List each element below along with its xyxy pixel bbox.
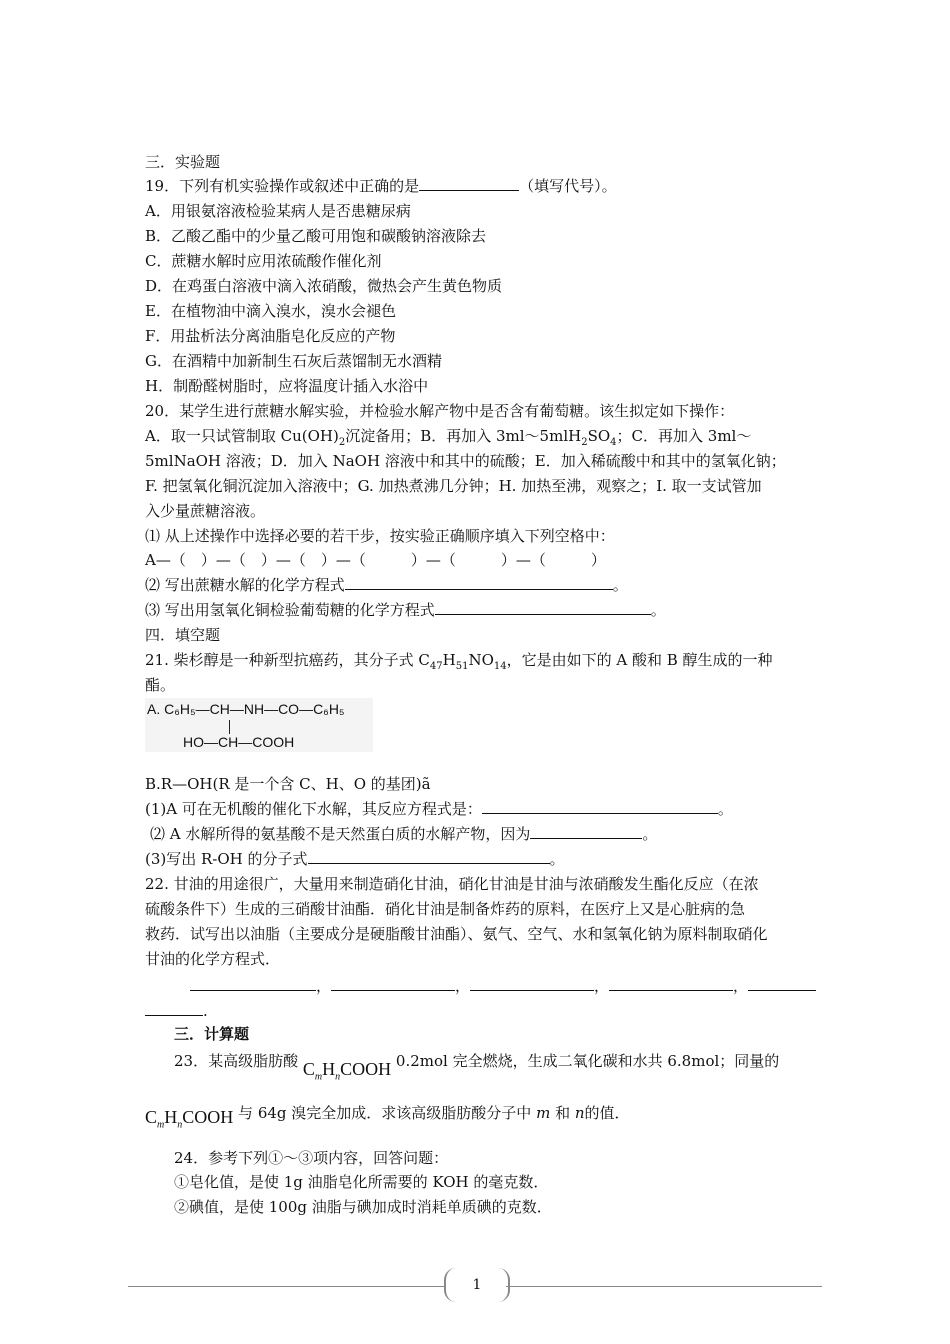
q22-answer-blanks — [190, 974, 816, 998]
q21-line-1c: NO — [468, 651, 494, 669]
q20-line-1: 20．某学生进行蔗糖水解实验，并检验水解产物中是否含有葡萄糖。该生拟定如下操作： — [145, 402, 735, 420]
q23-var-n: n — [574, 1104, 585, 1122]
q20-line-2c: SO — [587, 427, 611, 445]
q24-line-1: 24．参考下列①～③项内容，回答问题： — [174, 1149, 449, 1167]
q20-sub-3-blank — [435, 599, 651, 615]
q20-line-4: F. 把氢氧化铜沉淀加入溶液中；G. 加热煮沸几分钟；H. 加热至沸，观察之；I. 取一支试管加 — [145, 477, 762, 495]
q22-dot: . — [203, 1002, 208, 1020]
q19-option-f: F．用盐析法分离油脂皂化反应的产物 — [145, 327, 396, 345]
question-19 — [145, 174, 617, 198]
q21-line-1a: 21. 柴杉醇是一种新型抗癌药，其分子式 C — [145, 651, 430, 669]
q21-p1 — [145, 797, 733, 821]
q20-line-3: 5mlNaOH 溶液；D．加入 NaOH 溶液中和其中的硫酸；E．加入稀硫酸中和其中的氢氧化钠； — [145, 452, 786, 470]
q20-sub-2-blank — [345, 574, 613, 590]
q21-line-1: 21. 柴杉醇是一种新型抗癌药，其分子式 $C_{47}H_{51}NO_{14}$，它是由如下的 A 酸和 B 醇生成的一种 — [145, 651, 773, 672]
q22-answer-tail — [145, 999, 208, 1023]
q23-and: 和 — [555, 1104, 571, 1122]
q20-sequence: A—（ ）—（ ）—（ ）—（ ）—（ ）—（ ） — [145, 551, 606, 569]
q21-line-1b: H — [442, 651, 456, 669]
q22-blank-6 — [145, 1000, 203, 1016]
q21-p2 — [150, 822, 657, 846]
q22-blank-3 — [470, 975, 594, 991]
q21-p1-blank — [482, 798, 718, 814]
q21-p3-end: 。 — [549, 850, 565, 868]
page-number: 1 — [444, 1268, 510, 1302]
q22-comma-2: ， — [455, 977, 471, 995]
q22-comma-4: ， — [733, 977, 749, 995]
q21-p3 — [145, 847, 565, 871]
q22-line-4: 甘油的化学方程式． — [145, 950, 281, 968]
q21-p1-end: 。 — [717, 800, 733, 818]
q19-option-a: A．用银氨溶液检验某病人是否患糖尿病 — [145, 202, 411, 220]
q20-sub-3-end: 。 — [650, 601, 666, 619]
q20-sub-3 — [145, 598, 666, 622]
q19-prefix: 19．下列有机实验操作或叙述中正确的是 — [145, 177, 420, 195]
q20-line-2a: A．取一只试管制取 Cu(OH) — [145, 427, 339, 445]
q23-formula-1-text: COOH — [340, 1059, 392, 1079]
q23-var-m: m — [536, 1104, 551, 1122]
q21-line-2: 酯。 — [145, 676, 176, 694]
footer-rule-right — [506, 1286, 822, 1287]
q20-sub-2-end: 。 — [612, 576, 628, 594]
q22-blank-4 — [609, 975, 733, 991]
q22-comma-3: ， — [594, 977, 610, 995]
q20-sub-3-text: ⑶ 写出用氢氧化铜检验葡萄糖的化学方程式 — [145, 601, 435, 619]
q19-option-e: E．在植物油中滴入溴水，溴水会褪色 — [145, 302, 396, 320]
q20-line-5: 入少量蔗糖溶液。 — [145, 502, 266, 520]
q21-p3-text: (3)写出 R-OH 的分子式 — [145, 850, 308, 868]
q22-blank-1 — [190, 975, 316, 991]
q20-line-2: A．取一只试管制取 $Cu(OH)_2$沉淀备用；B．再加入 $3ml\sim 5mlH_2SO_4$；C．再加入 3ml～ — [145, 427, 752, 448]
q22-line-2: 硫酸条件下）生成的三硝酸甘油酯．硝化甘油是制备炸药的原料，在医疗上又是心脏病的急 — [145, 900, 746, 918]
q23-formula-2: $C_mH_nCOOH$ — [145, 1107, 234, 1131]
q22-line-1: 22. 甘油的用途很广，大量用来制造硝化甘油，硝化甘油是甘油与浓硝酸发生酯化反应（在浓 — [145, 875, 759, 893]
q19-option-b: B．乙酸乙酯中的少量乙酸可用饱和碳酸钠溶液除去 — [145, 227, 487, 245]
q20-sub-2 — [145, 573, 628, 597]
q24-line-2: ①皂化值，是使 1g 油脂皂化所需要的 KOH 的毫克数． — [174, 1173, 549, 1191]
q21-p3-blank — [308, 848, 550, 864]
q23-line-2 — [145, 1100, 630, 1133]
q19-option-g: G．在酒精中加新制生石灰后蒸馏制无水酒精 — [145, 352, 442, 370]
q19-suffix: （填写代号）。 — [519, 177, 617, 195]
q21-b-line: B.R—OH(R 是一个含 C、H、O 的基团)ã — [145, 775, 431, 793]
q21-p2-blank — [530, 823, 642, 839]
formula-bottom-row: HO—CH—COOH — [183, 734, 295, 750]
q23-mid: 0.2mol 完全燃烧，生成二氧化碳和水共 6.8mol；同量的 — [395, 1052, 780, 1070]
q22-line-3: 救药．试写出以油脂（主要成分是硬脂酸甘油酯）、氨气、空气、水和氢氧化钠为原料制取硝化 — [145, 925, 768, 943]
q23-prefix: 23．某高级脂肪酸 — [174, 1052, 299, 1070]
q22-blank-5 — [748, 975, 816, 991]
q21-p2-text: ⑵ A 水解所得的氨基酸不是天然蛋白质的水解产物，因为 — [150, 825, 531, 843]
q19-option-d: D．在鸡蛋白溶液中滴入浓硝酸，微热会产生黄色物质 — [145, 277, 503, 295]
section-title-fill: 四．填空题 — [145, 626, 221, 644]
q20-line-2b: 沉淀备用；B．再加入 3ml～5mlH — [345, 427, 582, 445]
q19-answer-blank — [419, 175, 519, 191]
q20-line-2d: ；C．再加入 3ml～ — [616, 427, 752, 445]
q21-line-1d: ，它是由如下的 A 酸和 B 醇生成的一种 — [506, 651, 773, 669]
q23-formula-2-text: COOH — [182, 1107, 234, 1127]
q20-sub-1: ⑴ 从上述操作中选择必要的若干步，按实验正确顺序填入下列空格中： — [145, 527, 615, 545]
q20-sub-2-text: ⑵ 写出蔗糖水解的化学方程式 — [145, 576, 345, 594]
q22-comma-1: ， — [316, 977, 332, 995]
q23-line-2b: 的值． — [584, 1104, 630, 1122]
q23-line-2a: 与 64g 溴完全加成．求该高级脂肪酸分子中 — [238, 1104, 532, 1122]
formula-bond — [229, 720, 230, 734]
q22-blank-2 — [331, 975, 455, 991]
q23-line-1 — [174, 1048, 779, 1081]
q23-formula-1: $C_mH_nCOOH$ — [302, 1059, 392, 1083]
footer-rule-left — [128, 1286, 444, 1287]
formula-top-row: A. C₆H₅—CH—NH—CO—C₆H₅ — [147, 701, 345, 717]
section-title-experiment: 三．实验题 — [145, 153, 221, 171]
q24-line-3: ②碘值，是使 100g 油脂与碘加成时消耗单质碘的克数． — [174, 1198, 552, 1216]
q19-option-c: C．蔗糖水解时应用浓硫酸作催化剂 — [145, 252, 382, 270]
q21-p2-end: 。 — [642, 825, 658, 843]
structural-formula-a — [145, 698, 373, 752]
q19-option-h: H．制酚醛树脂时，应将温度计插入水浴中 — [145, 377, 429, 395]
q21-p1-text: (1)A 可在无机酸的催化下水解，其反应方程式是： — [145, 800, 482, 818]
section-title-calc: 三．计算题 — [174, 1025, 250, 1043]
